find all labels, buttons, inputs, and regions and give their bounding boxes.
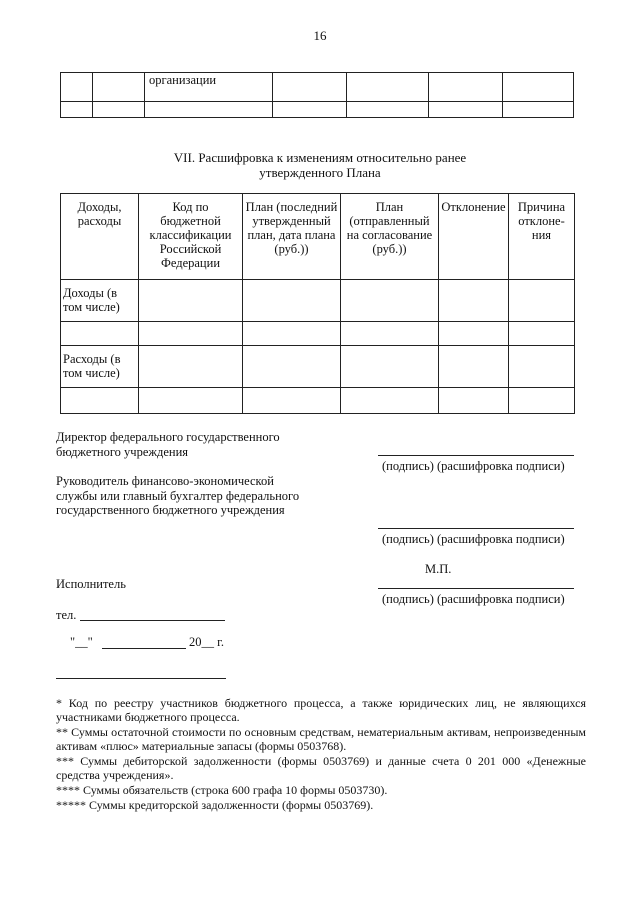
table-cell (61, 388, 139, 414)
table-cell (439, 322, 509, 346)
top-table-cell (429, 73, 503, 102)
page-number: 16 (313, 28, 327, 43)
date-month-line (102, 648, 186, 649)
chief-accountant-label: Руководитель финансово-экономической службы или главный бухгалтер федерального государственного бюджетного учреждения (56, 474, 300, 517)
row-incomes-label: Доходы (в том числе) (61, 280, 139, 322)
top-table-cell (61, 102, 93, 118)
table-cell (341, 280, 439, 322)
director-signature-line (378, 455, 574, 456)
director-signature-caption: (подпись) (расшифровка подписи) (382, 459, 565, 473)
table-cell (509, 322, 575, 346)
main-table (60, 193, 575, 414)
header-reason: Причина отклоне-ния (509, 194, 575, 280)
date-year: 20__ г. (189, 635, 224, 649)
top-table-cell (503, 73, 574, 102)
table-cell (139, 346, 243, 388)
table-cell (243, 346, 341, 388)
table-cell (439, 388, 509, 414)
table-cell (341, 322, 439, 346)
table-cell (439, 280, 509, 322)
footnote-3: *** Суммы дебиторской задолженности (формы 0503769) и данные счета 0 201 000 «Денежные средства учреждения». (56, 754, 586, 782)
table-cell (509, 280, 575, 322)
top-table-cell (273, 73, 347, 102)
table-cell (61, 322, 139, 346)
executor-signature-line (378, 588, 574, 589)
chief-signature-line (378, 528, 574, 529)
top-table-cell (145, 102, 273, 118)
executor-label: Исполнитель (56, 577, 126, 591)
top-table-cell (347, 73, 429, 102)
table-cell (139, 322, 243, 346)
header-plan-approved: План (последний утвержденный план, дата плана (руб.)) (243, 194, 341, 280)
table-cell (139, 388, 243, 414)
top-table-cell (429, 102, 503, 118)
footnote-1: * Код по реестру участников бюджетного процесса, а также юридических лиц, не являющихся участниками бюджетного процесса. (56, 696, 586, 724)
table-cell (341, 346, 439, 388)
top-table-cell (347, 102, 429, 118)
table-cell (243, 280, 341, 322)
footnote-separator (56, 678, 226, 679)
top-table (60, 72, 574, 118)
top-table-cell (61, 73, 93, 102)
director-label: Директор федерального государственного бюджетного учреждения (56, 430, 280, 459)
footnote-5: ***** Суммы кредиторской задолженности (формы 0503769). (56, 798, 374, 812)
top-table-cell (503, 102, 574, 118)
table-cell (341, 388, 439, 414)
phone-line (80, 620, 225, 621)
table-cell (439, 346, 509, 388)
table-cell (243, 388, 341, 414)
stamp-place: М.П. (425, 562, 452, 576)
header-budget-code: Код по бюджетной классификации Российской Федерации (139, 194, 243, 280)
table-cell (243, 322, 341, 346)
table-cell (509, 346, 575, 388)
phone-label: тел. (56, 608, 77, 622)
table-cell (509, 388, 575, 414)
top-table-cell: организации (145, 73, 273, 102)
footnote-4: **** Суммы обязательств (строка 600 графа 10 формы 0503730). (56, 783, 388, 797)
date-day: "__" (70, 635, 93, 649)
chief-signature-caption: (подпись) (расшифровка подписи) (382, 532, 565, 546)
top-table-cell (93, 102, 145, 118)
top-table-cell (93, 73, 145, 102)
section-title-line1: VII. Расшифровка к изменениям относительно ранее (173, 150, 467, 165)
executor-signature-caption: (подпись) (расшифровка подписи) (382, 592, 565, 606)
footnote-2: ** Суммы остаточной стоимости по основным средствам, нематериальным активам, непроизведенным активам «плюс» материальные запасы (формы 0503768). (56, 725, 586, 753)
row-expenses-label: Расходы (в том числе) (61, 346, 139, 388)
section-title-line2: утвержденного Плана (259, 165, 381, 180)
table-cell (139, 280, 243, 322)
header-incomes-expenses: Доходы, расходы (61, 194, 139, 280)
top-table-cell (273, 102, 347, 118)
header-plan-sent: План (отправленный на согласование (руб.)) (341, 194, 439, 280)
header-deviation: Отклонение (439, 194, 509, 280)
